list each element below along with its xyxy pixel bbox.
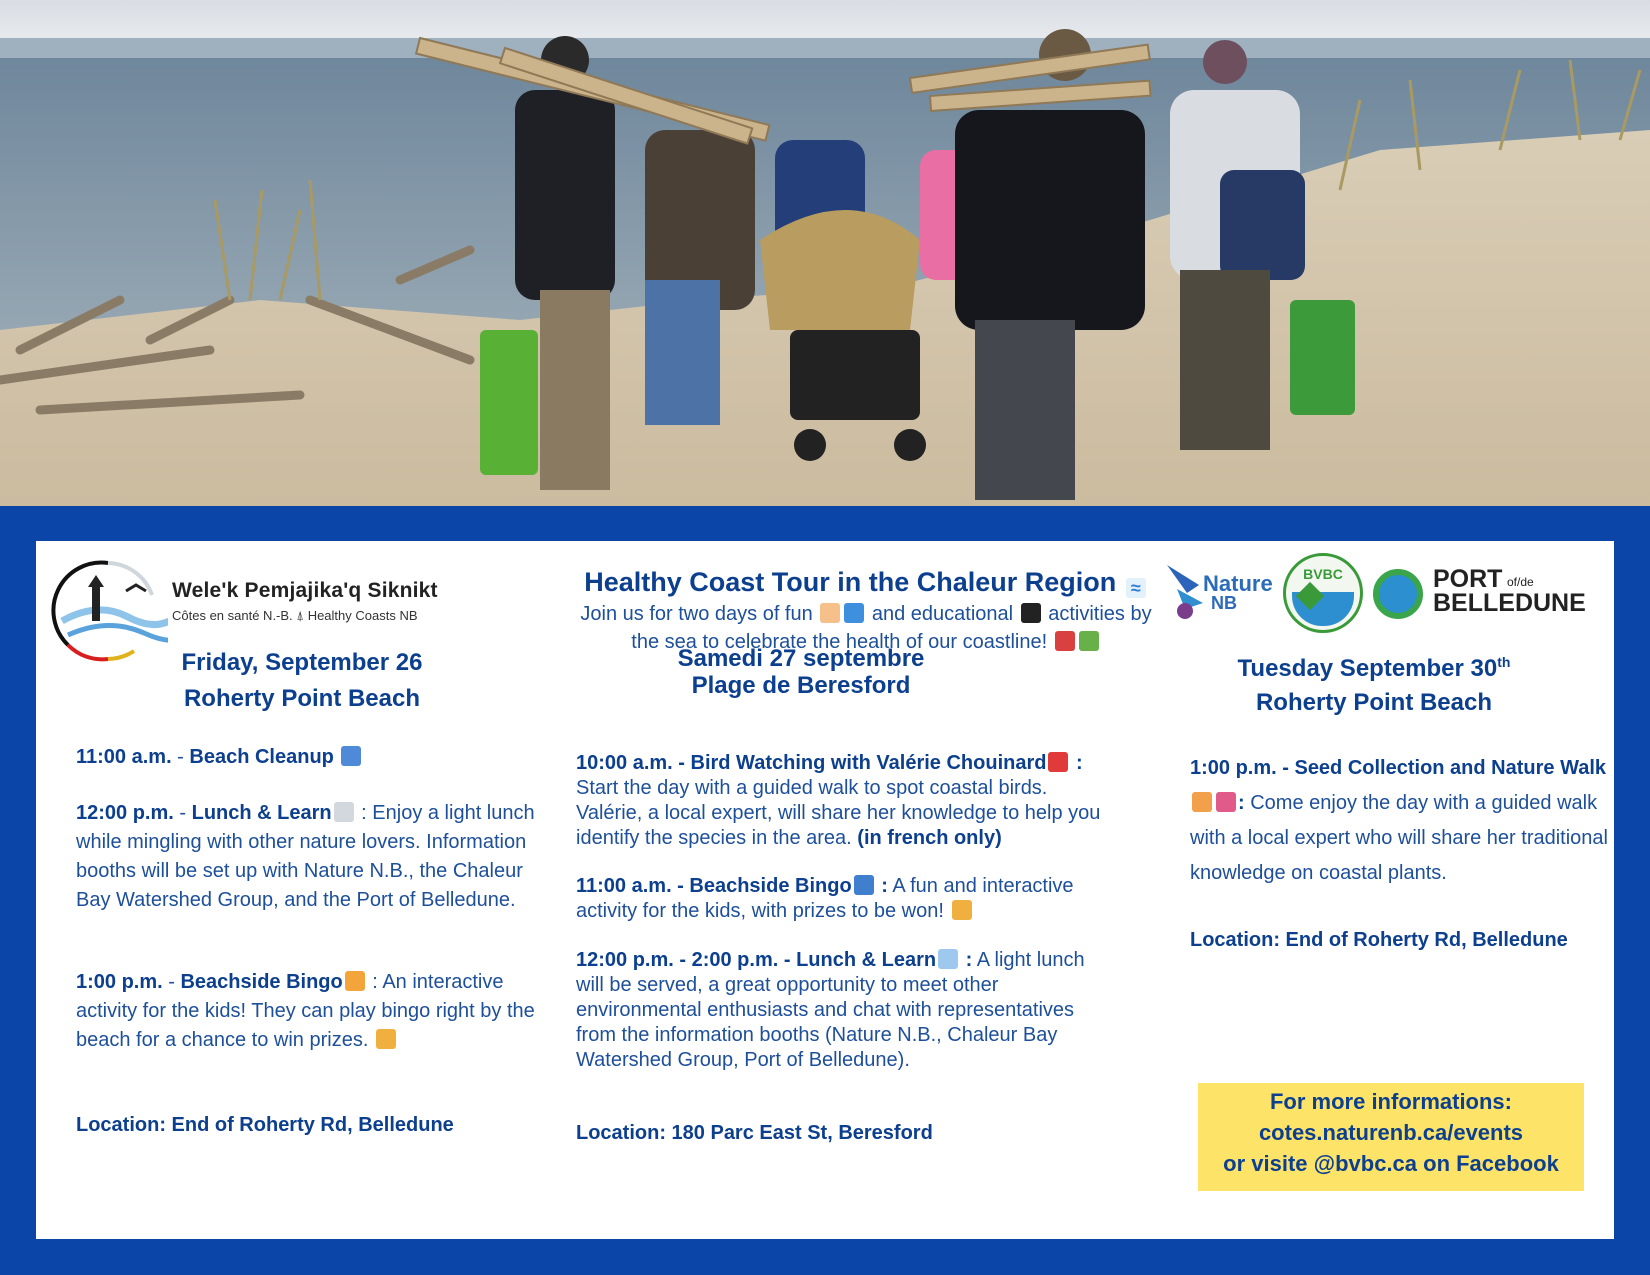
gear-icon	[1373, 569, 1423, 619]
gift-icon	[376, 1029, 396, 1049]
graduation-cap-icon	[1021, 603, 1041, 623]
event-title: 10:00 a.m. - Bird Watching with Valérie Chouinard	[576, 752, 1047, 774]
separator: -	[162, 971, 181, 993]
separator: :	[960, 949, 973, 971]
event-title: 12:00 p.m. - 2:00 p.m. - Lunch & Learn	[576, 949, 937, 971]
bvbc-text: BVBC	[1303, 566, 1343, 582]
nb-text: NB	[1211, 593, 1237, 613]
page-title-text: Healthy Coast Tour in the Chaleur Region	[584, 567, 1117, 597]
event-description: A light lunch will be served, a great opportunity to meet other environmental enthusiasts and chat with representatives from the information booths (Nature N.B., Chaleur Bay Watershed Group, Port of Belledune).	[576, 949, 1085, 1071]
event-description: A fun and interactive activity for the kids, with prizes to be won!	[576, 875, 1074, 922]
event-title: 1:00 p.m. - Seed Collection and Nature Walk	[1190, 757, 1607, 779]
event-time: 11:00 a.m.	[76, 746, 172, 768]
separator: -	[171, 746, 190, 768]
tuesday-date-text: Tuesday September 30	[1237, 655, 1498, 682]
saturday-location: Location: 180 Parc East St, Beresford	[576, 1122, 933, 1144]
tuesday-location: Location: End of Roherty Rd, Belledune	[1190, 929, 1568, 951]
event-description: Start the day with a guided walk to spot coastal birds. Valérie, a local expert, will share her knowledge to help you identify the species in the area.	[576, 777, 1101, 849]
belledune-text: BELLEDUNE	[1433, 589, 1586, 617]
saturday-place: Plage de Beresford	[691, 672, 911, 699]
event-description: : Enjoy a light lunch while mingling with other nature lovers. Information booths will be set up with Nature N.B., the Chaleur Bay Watershed Group, and the Port of Belledune.	[76, 802, 535, 911]
more-info-box	[1198, 1083, 1584, 1191]
tuesday-column	[1154, 645, 1608, 951]
female-sign-icon	[1216, 792, 1236, 812]
friday-heading	[72, 645, 532, 717]
website-link[interactable]: cotes.naturenb.ca/events	[1258, 1120, 1524, 1145]
separator: :	[875, 875, 888, 897]
separator: :	[1238, 792, 1245, 814]
saturday-event-1	[576, 751, 1104, 851]
dancer-icon	[820, 603, 840, 623]
tuesday-date	[1154, 645, 1594, 686]
event-description: : An interactive activity for the kids! They can play bingo right by the beach for a chance to win prizes.	[76, 971, 535, 1051]
event-title: 11:00 a.m. - Beachside Bingo	[576, 875, 852, 897]
logo-title: Wele'k Pemjajika'q Siknikt	[172, 579, 438, 602]
male-sign-icon	[844, 603, 864, 623]
intro-part-3: activities by	[1048, 603, 1152, 625]
beach-umbrella-icon	[345, 971, 365, 991]
hero-photo	[0, 0, 1650, 506]
logo-subtitle: Côtes en santé N.-B. ⍋ Healthy Coasts NB	[172, 608, 418, 623]
friday-column	[72, 645, 572, 1136]
event-title: Beach Cleanup	[189, 746, 334, 768]
nature-text: Nature	[1203, 571, 1273, 596]
port-belledune-logo	[1373, 565, 1603, 635]
saturday-date: Samedi 27 septembre	[677, 645, 925, 672]
bingo-icon	[854, 875, 874, 895]
facebook-link[interactable]: or visite @bvbc.ca on Facebook	[1223, 1151, 1559, 1176]
friday-event-3	[76, 968, 568, 1055]
language-note: (in french only)	[857, 827, 1002, 849]
more-info-heading: For more informations:	[1269, 1089, 1512, 1114]
tuesday-place: Roherty Point Beach	[1255, 689, 1493, 716]
intro-part-2: and educational	[871, 603, 1014, 625]
utensils-icon	[334, 802, 354, 822]
friday-location: Location: End of Roherty Rd, Belledune	[76, 1114, 454, 1136]
friday-place: Roherty Point Beach	[183, 685, 421, 712]
headline	[516, 567, 1216, 656]
event-title: Lunch & Learn	[191, 802, 332, 824]
gift-icon	[952, 900, 972, 920]
nature-nb-logo	[1163, 559, 1273, 629]
saturday-event-3	[576, 948, 1114, 1073]
bvbc-logo	[1283, 553, 1363, 633]
friday-event-2	[76, 799, 546, 915]
event-title: Beachside Bingo	[180, 971, 343, 993]
port-text: PORT	[1433, 565, 1503, 593]
saturday-heading	[576, 645, 1026, 699]
bird-icon	[1163, 559, 1207, 625]
saturday-event-2	[576, 874, 1104, 924]
friday-event-1	[76, 743, 576, 772]
event-card	[36, 541, 1614, 1239]
trash-icon	[341, 746, 361, 766]
of-de-text: of/de	[1507, 575, 1534, 589]
event-description: Come enjoy the day with a guided walk with a local expert who will share her traditional knowledge on coastal plants.	[1190, 792, 1608, 884]
tuesday-heading	[1154, 645, 1594, 720]
event-time: 1:00 p.m.	[76, 971, 163, 993]
separator: :	[1070, 752, 1083, 774]
saturday-column	[576, 645, 1106, 1144]
partner-logos	[1163, 553, 1608, 645]
intro-part-1: Join us for two days of fun	[580, 603, 813, 625]
intro-part-4: the sea to celebrate the health of our coastline!	[631, 631, 1048, 653]
date-suffix: th	[1497, 654, 1511, 670]
wave-icon: ≈	[1126, 578, 1146, 598]
cup-icon	[938, 949, 958, 969]
walking-person-icon	[1192, 792, 1212, 812]
bird-icon	[1048, 752, 1068, 772]
separator: -	[173, 802, 192, 824]
event-time: 12:00 p.m.	[76, 802, 174, 824]
friday-date: Friday, September 26	[181, 649, 423, 676]
tuesday-event-1	[1190, 751, 1622, 891]
page-title	[516, 567, 1216, 598]
